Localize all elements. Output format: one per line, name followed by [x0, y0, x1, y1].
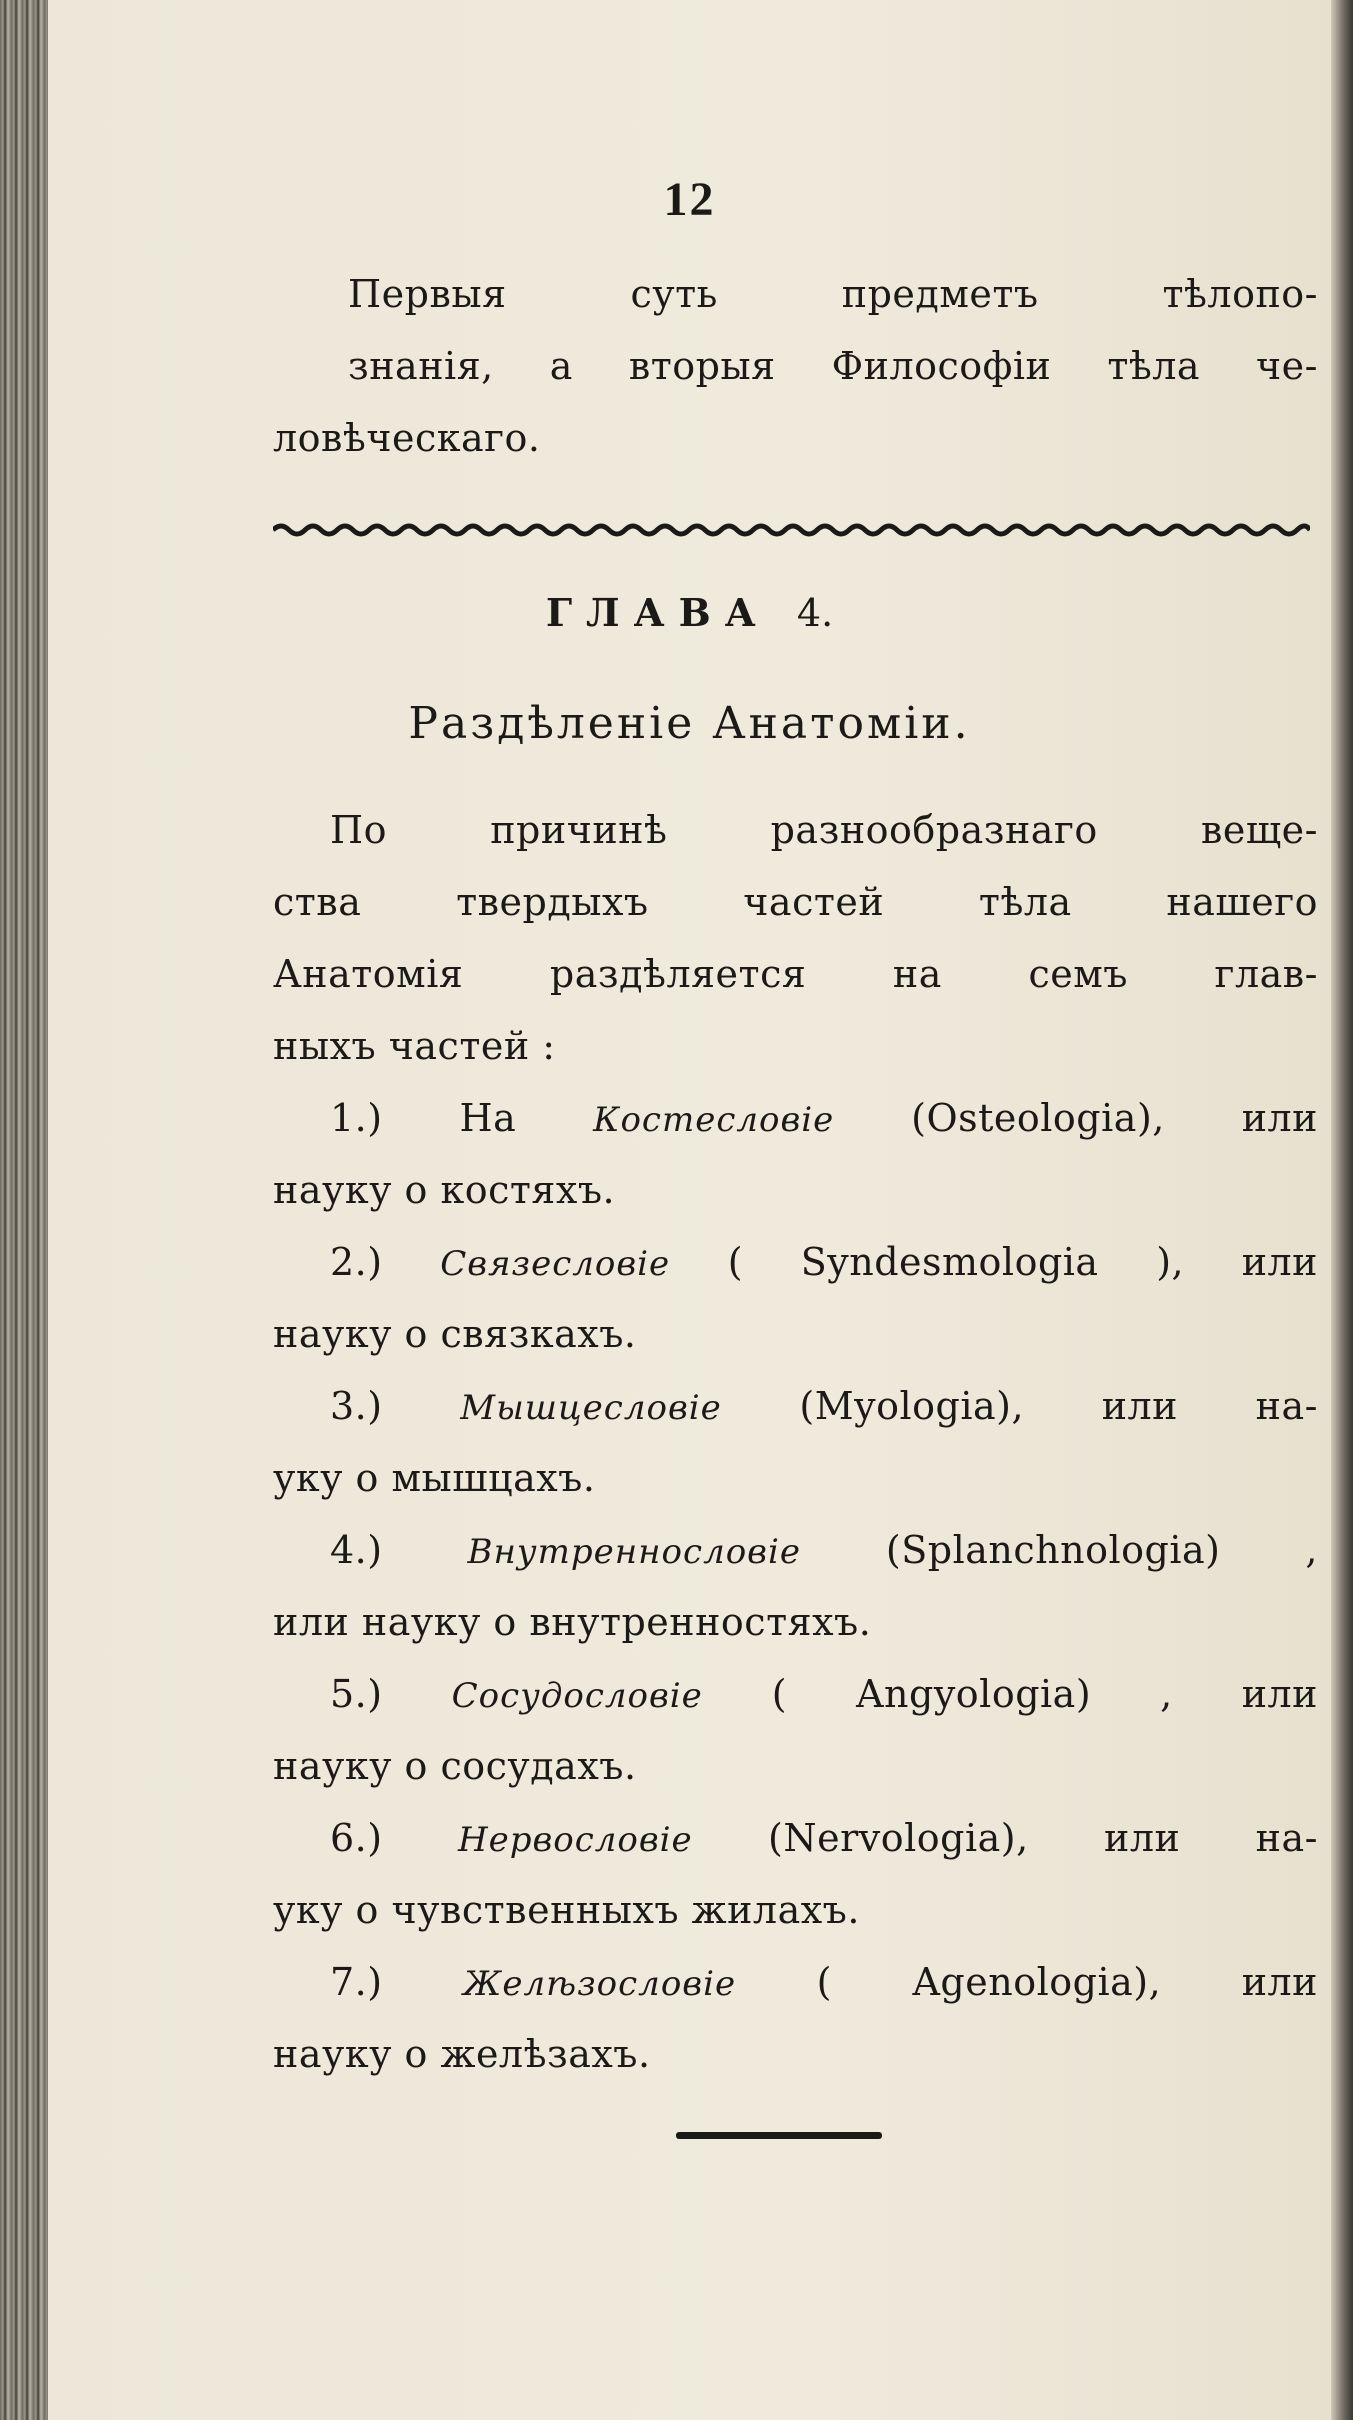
- item-latin: (Splanchnologia) ,: [885, 1528, 1318, 1572]
- item-latin: (Nervologia), или на-: [768, 1816, 1318, 1860]
- end-rule-divider: [676, 2132, 882, 2139]
- item-latin: (Myologia), или на-: [799, 1384, 1318, 1428]
- item-latin: (Osteologia), или: [911, 1096, 1318, 1140]
- list-item-5-cont: науку о сосудахъ.: [273, 1744, 637, 1788]
- list-item-2: [330, 1240, 1318, 1284]
- list-item-3-cont: уку о мышцахъ.: [273, 1456, 596, 1500]
- page-content: [48, 0, 1331, 2420]
- ornament-divider: [273, 522, 1310, 538]
- item-number: 4.): [330, 1528, 383, 1572]
- list-item-3: [330, 1384, 1318, 1428]
- book-spine-edge: [0, 0, 48, 2420]
- list-item-6-cont: уку о чувственныхъ жилахъ.: [273, 1888, 860, 1932]
- item-number: 3.): [330, 1384, 383, 1428]
- item-number: 7.): [330, 1960, 383, 2004]
- item-term: Костесловіе: [593, 1100, 835, 1140]
- item-latin: ( Angyologia) , или: [771, 1672, 1318, 1716]
- item-prefix: На: [459, 1096, 517, 1140]
- chapter-number: 4.: [796, 591, 834, 635]
- item-term: Мышцесловіе: [460, 1388, 722, 1428]
- section-heading: Раздѣленіе Анатоміи.: [408, 698, 971, 749]
- list-item-7: [330, 1960, 1318, 2004]
- chapter-word: ГЛАВА: [545, 590, 770, 635]
- list-item-6: [330, 1816, 1318, 1860]
- chapter-title: [48, 590, 1331, 635]
- item-term: Нервословіе: [457, 1820, 693, 1860]
- intro-line-2: знанія, а вторыя Философіи тѣла че-: [348, 344, 1318, 388]
- para-line-1: По причинѣ разнообразнаго веще-: [330, 808, 1318, 852]
- item-number: 2.): [330, 1240, 383, 1284]
- list-item-7-cont: науку о желѣзахъ.: [273, 2032, 651, 2076]
- item-term: Желѣзословіе: [463, 1964, 737, 2004]
- item-number: 1.): [330, 1096, 383, 1140]
- page-right-edge: [1331, 0, 1353, 2420]
- item-term: Сосудословіе: [451, 1676, 703, 1716]
- item-term: Связесловіе: [440, 1244, 671, 1284]
- intro-line-1: Первыя суть предметъ тѣлопо-: [348, 272, 1318, 316]
- list-item-4: [330, 1528, 1318, 1572]
- list-item-1: [330, 1096, 1318, 1140]
- item-number: 5.): [330, 1672, 383, 1716]
- item-latin: ( Agenologia), или: [816, 1960, 1318, 2004]
- item-number: 6.): [330, 1816, 383, 1860]
- list-item-2-cont: науку о связкахъ.: [273, 1312, 637, 1356]
- intro-line-3: ловѣческаго.: [273, 416, 541, 460]
- item-latin: ( Syndesmologia ), или: [727, 1240, 1318, 1284]
- item-term: Внутреннословіе: [467, 1532, 801, 1572]
- para-line-4: ныхъ частей :: [273, 1024, 556, 1068]
- list-item-1-cont: науку о костяхъ.: [273, 1168, 616, 1212]
- list-item-5: [330, 1672, 1318, 1716]
- para-line-3: Анатомія раздѣляется на семъ глав-: [273, 952, 1318, 996]
- para-line-2: ства твердыхъ частей тѣла нашего: [273, 880, 1318, 924]
- list-item-4-cont: или науку о внутренностяхъ.: [273, 1600, 872, 1644]
- page-number: 12: [663, 173, 716, 226]
